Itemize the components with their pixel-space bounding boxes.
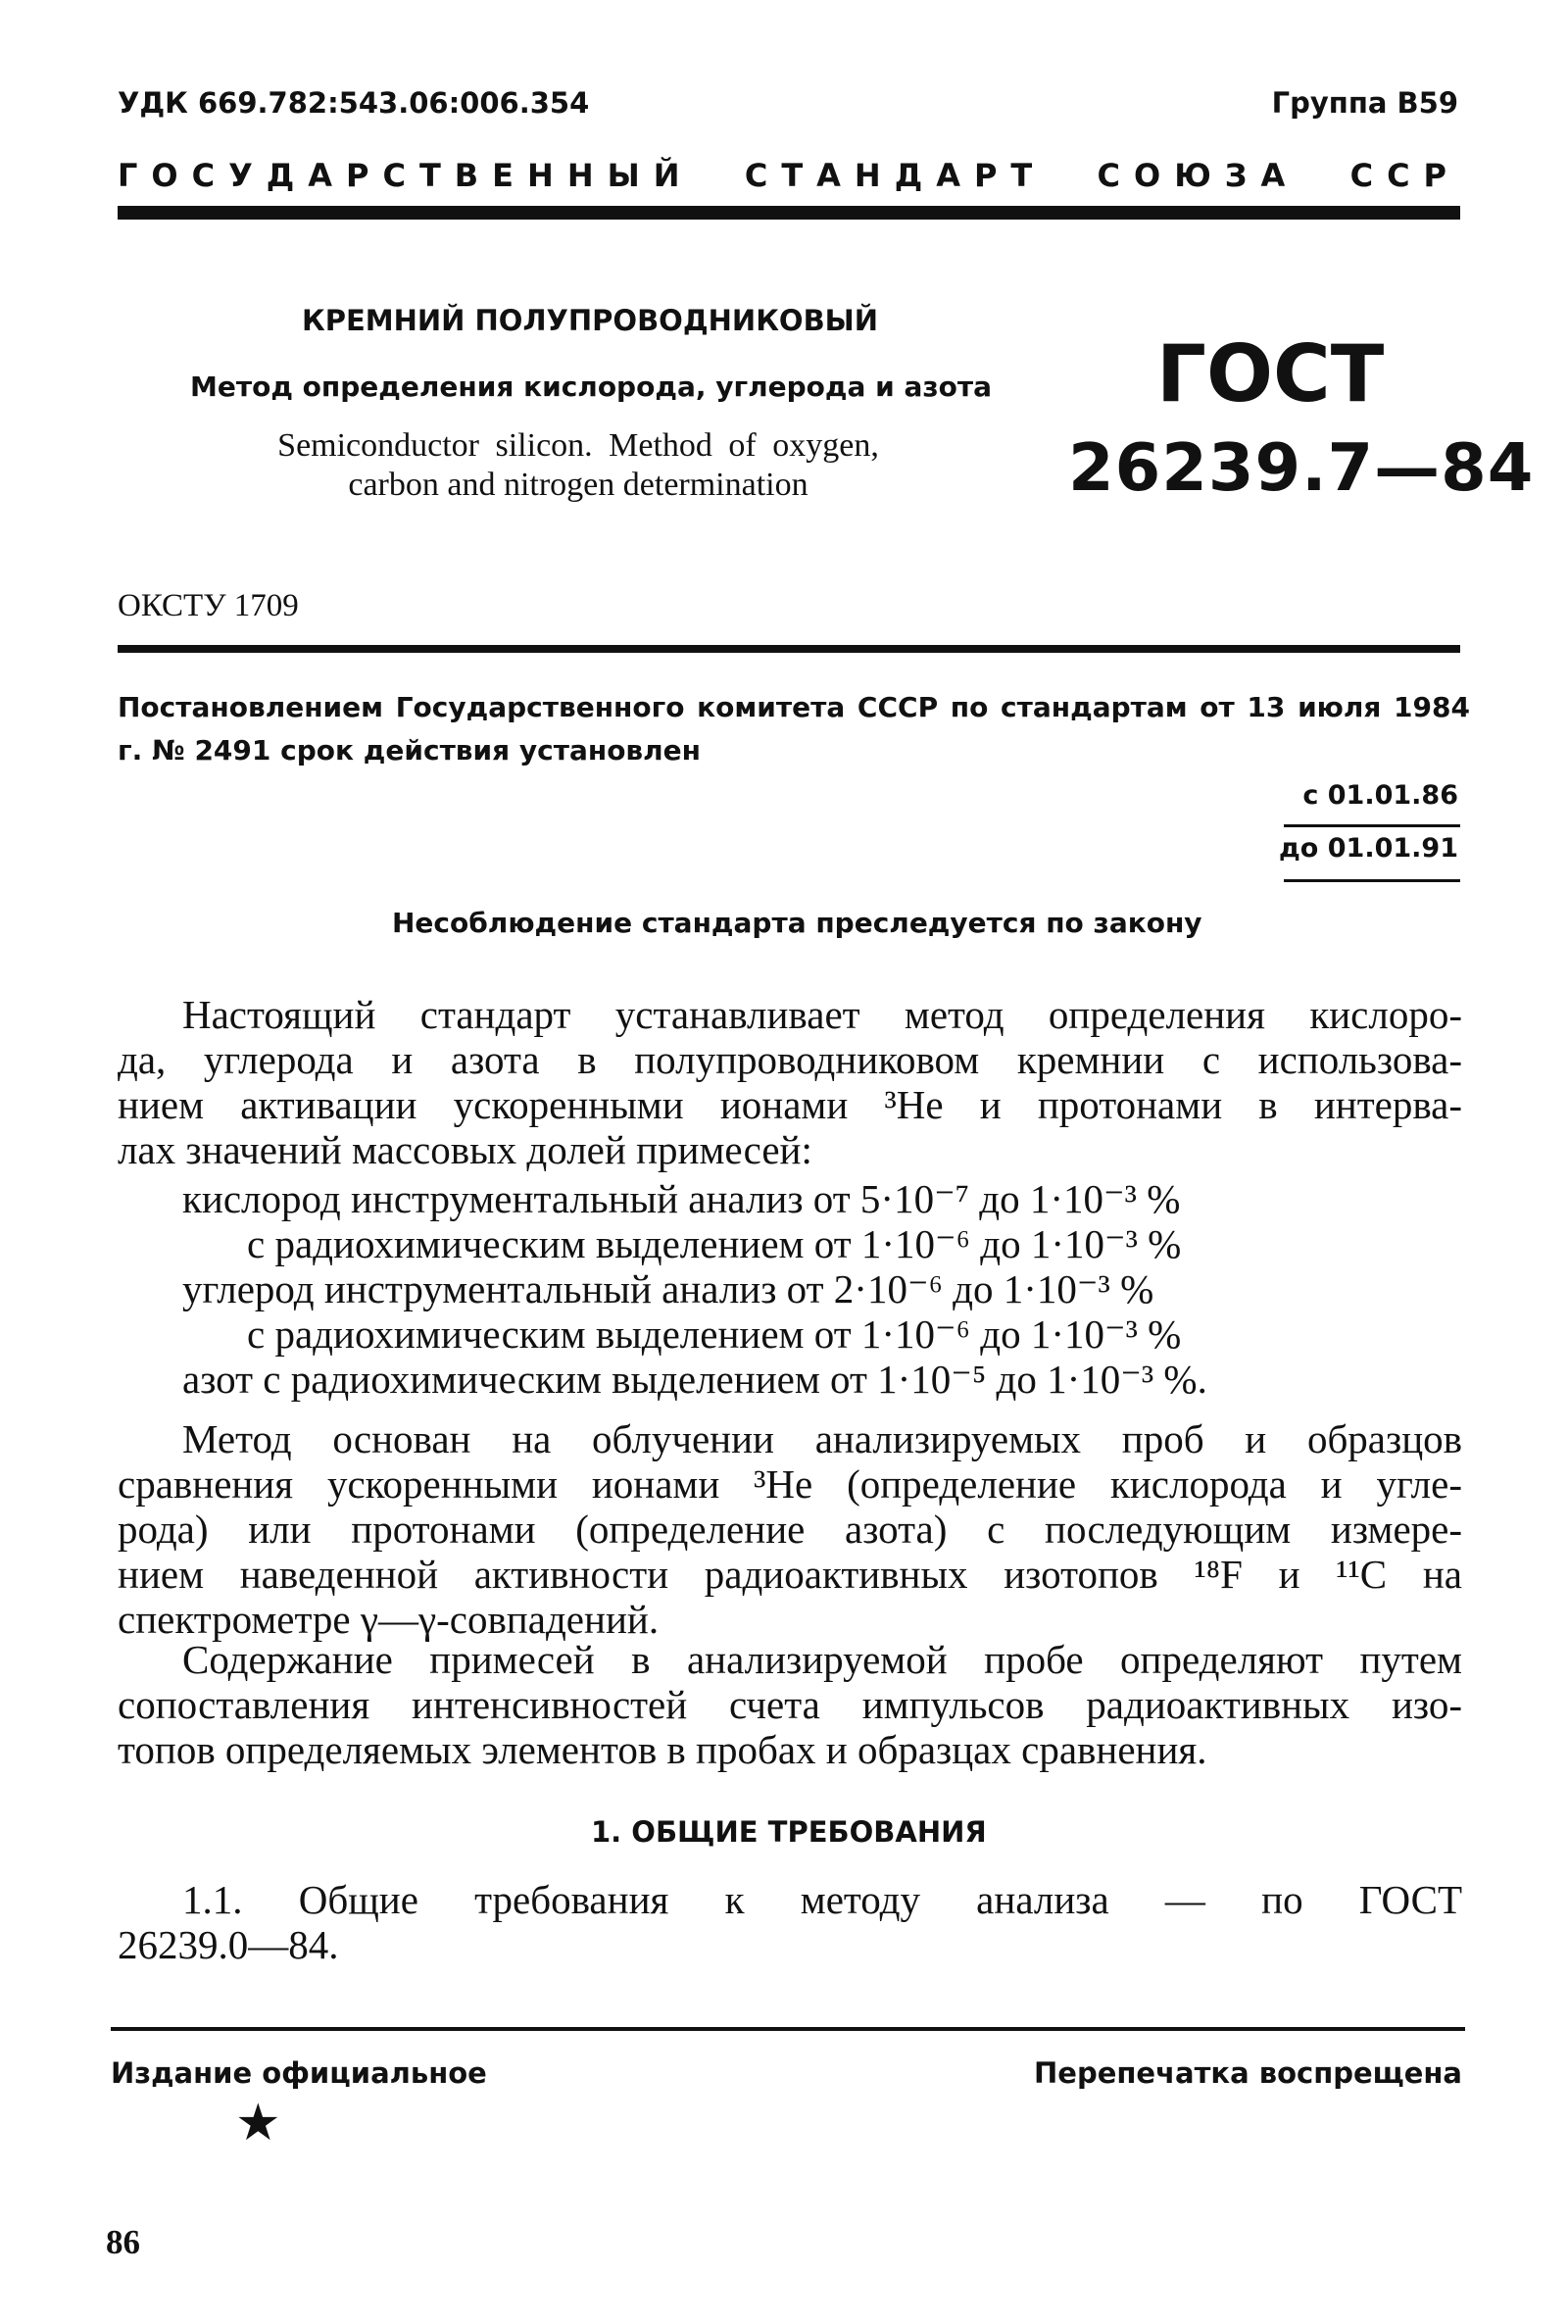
english-title-line: Semiconductor silicon. Method of oxygen, [277,427,879,464]
star-icon: ★ [235,2094,281,2152]
okstu-code: ОКСТУ 1709 [118,588,299,623]
page-number: 86 [106,2223,140,2261]
paragraph-line: 1.1. Общие требования к методу анализа — по ГОСТ [182,1877,1462,1922]
paragraph-line: нием активации ускоренными ионами ³He и протонами в интерва- [118,1082,1462,1127]
impurity-ranges [182,1176,1207,1402]
legal-warning: Несоблюдение стандарта преследуется по закону [392,907,1202,939]
section-heading: 1. ОБЩИЕ ТРЕБОВАНИЯ [591,1815,987,1849]
paragraph-line: 26239.0—84. [118,1922,339,1967]
paragraph-line: да, углерода и азота в полупроводниковом кремнии с использова- [118,1037,1462,1082]
header-divider [118,206,1460,220]
range-line: кислород инструментальный анализ от 5·10⁻⁷ до 1·10⁻³ % [182,1176,1181,1221]
state-standard-word: ГОСУДАРСТВЕННЫЙ [118,157,694,194]
range-line: углерод инструментальный анализ от 2·10⁻⁶ до 1·10⁻³ % [182,1266,1154,1311]
content-paragraph [118,1637,1462,1772]
gost-label: ГОСТ [1156,328,1385,420]
range-line: с радиохимическим выделением от 1·10⁻⁶ до 1·10⁻³ % [247,1221,1182,1266]
paragraph-line: спектрометре γ—γ-совпадений. [118,1597,660,1642]
range-line: азот с радиохимическим выделением от 1·10⁻⁵ до 1·10⁻³ %. [182,1357,1207,1402]
state-standard-word: СОЮЗА [1097,157,1299,194]
method-paragraph [118,1416,1462,1642]
title-divider [118,645,1460,653]
gost-number: 26239.7—84 [1068,429,1535,506]
document-subtitle: Метод определения кислорода, углерода и азота [190,371,993,403]
group-code: Группа В59 [1271,86,1458,120]
paragraph-line: лах значений массовых долей примесей: [118,1127,812,1172]
range-line: с радиохимическим выделением от 1·10⁻⁶ до 1·10⁻³ % [247,1311,1182,1357]
effective-from-date: с 01.01.86 [1302,780,1458,811]
date-divider [1284,879,1460,882]
state-standard-word: СТАНДАРТ [744,157,1047,194]
state-standard-word: ССР [1349,157,1460,194]
section-paragraph [118,1877,1462,1967]
paragraph-line: нием наведенной активности радиоактивных изотопов ¹⁸F и ¹¹C на [118,1552,1462,1597]
date-divider [1284,824,1460,827]
paragraph-line: топов определяемых элементов в пробах и образцах сравнения. [118,1727,1207,1772]
intro-paragraph [118,992,1462,1172]
official-edition-note: Издание официальное [111,2056,487,2090]
paragraph-line: сравнения ускоренными ионами ³He (определение кислорода и угле- [118,1461,1462,1507]
footer-divider [111,2027,1465,2031]
reprint-prohibited-note: Перепечатка воспрещена [1034,2056,1462,2090]
document-title: КРЕМНИЙ ПОЛУПРОВОДНИКОВЫЙ [302,304,878,337]
udk-code: УДК 669.782:543.06:006.354 [118,86,590,120]
paragraph-line: Метод основан на облучении анализируемых проб и образцов [182,1416,1462,1461]
english-title [186,426,970,505]
paragraph-line: Настоящий стандарт устанавливает метод определения кислоро- [182,992,1462,1037]
decree-text: Постановлением Государственного комитета СССР по стандартам от 13 июля 1984 г. № 2491 срок действия установлен [118,691,1470,766]
paragraph-line: сопоставления интенсивностей счета импульсов радиоактивных изо- [118,1682,1462,1727]
state-standard-heading [118,157,1460,194]
english-title-line: carbon and nitrogen determination [348,467,808,503]
effective-to-date: до 01.01.91 [1279,833,1458,864]
paragraph-line: рода) или протонами (определение азота) с последующим измере- [118,1507,1462,1552]
paragraph-line: Содержание примесей в анализируемой пробе определяют путем [182,1637,1462,1682]
